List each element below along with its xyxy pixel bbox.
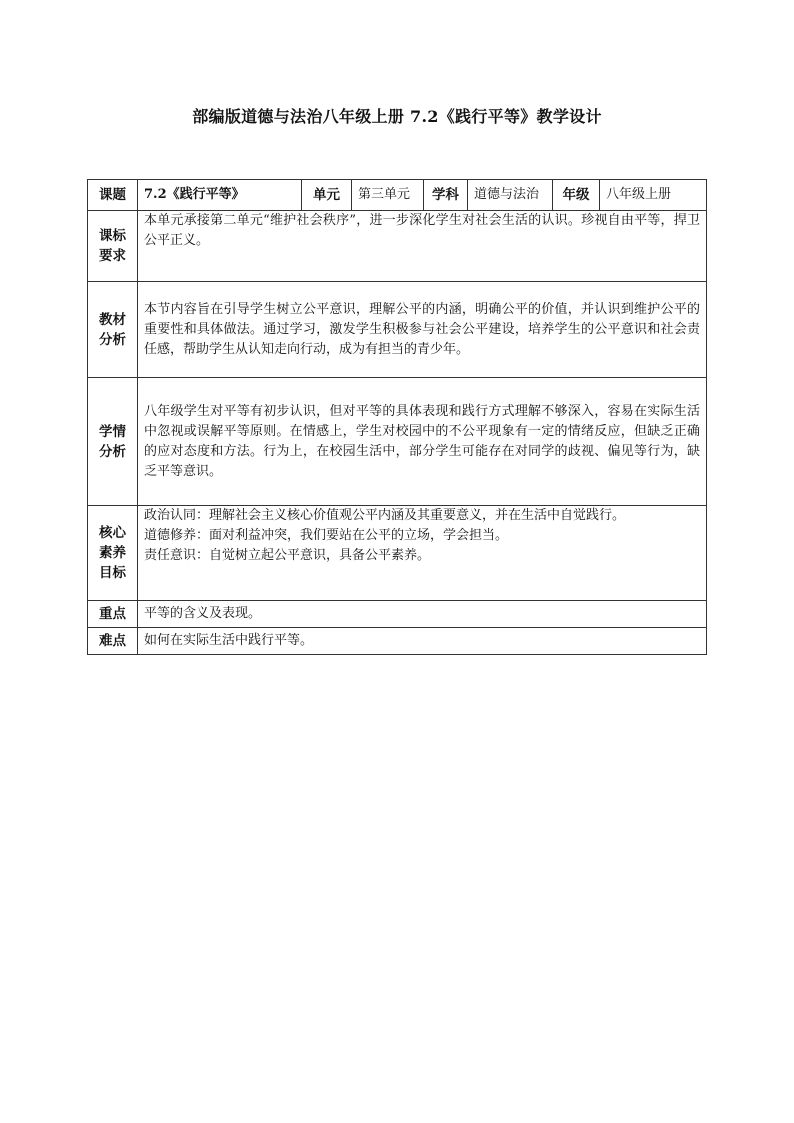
material-label-line: 教材 — [99, 311, 126, 328]
material-text: 本节内容旨在引导学生树立公平意识，理解公平的内涵，明确公平的价值，并认识到维护公平的重要性和具体做法。通过学习，激发学生积极参与社会公平建设，培养学生的公平意识和社会责任感，帮助学生从认知走向行动，成为有担当的青少年。 — [138, 282, 707, 378]
students-row — [88, 378, 707, 506]
subject-label: 学科 — [424, 180, 468, 211]
students-label-line: 学情 — [99, 423, 126, 440]
grade-label: 年级 — [553, 180, 600, 211]
literacy-label-line: 核心 — [99, 525, 126, 541]
topic-label: 课题 — [88, 180, 138, 211]
header-row — [88, 180, 707, 211]
unit-value: 第三单元 — [352, 180, 424, 211]
lesson-plan-table — [87, 179, 707, 655]
key-point-text: 平等的含义及表现。 — [138, 601, 707, 628]
material-row — [88, 282, 707, 378]
grade-value: 八年级上册 — [600, 180, 707, 211]
topic-value: 7.2《践行平等》 — [138, 180, 302, 211]
curriculum-row — [88, 211, 707, 282]
literacy-goal-political: 政治认同：理解社会主义核心价值观公平内涵及其重要意义，并在生活中自觉践行。 — [144, 508, 626, 523]
literacy-label-line: 目标 — [99, 565, 126, 581]
difficulty-text: 如何在实际生活中践行平等。 — [138, 628, 707, 655]
key-point-label: 重点 — [88, 601, 138, 628]
literacy-goal-responsibility: 责任意识：自觉树立起公平意识，具备公平素养。 — [144, 548, 431, 563]
students-text: 八年级学生对平等有初步认识，但对平等的具体表现和践行方式理解不够深入，容易在实际生活中忽视或误解平等原则。在情感上，学生对校园中的不公平现象有一定的情绪反应，但缺乏正确的应对态度和方法。行为上，在校园生活中，部分学生可能存在对同学的歧视、偏见等行为，缺乏平等意识。 — [138, 378, 707, 506]
students-label-line: 分析 — [99, 443, 126, 460]
unit-label: 单元 — [302, 180, 352, 211]
curriculum-text: 本单元承接第二单元“维护社会秩序”，进一步深化学生对社会生活的认识。珍视自由平等，捍卫公平正义。 — [138, 211, 707, 282]
literacy-text — [138, 506, 707, 601]
curriculum-label-line: 课标 — [99, 228, 126, 244]
material-label — [88, 282, 138, 378]
literacy-label-line: 素养 — [99, 545, 126, 561]
subject-value: 道德与法治 — [468, 180, 553, 211]
literacy-row — [88, 506, 707, 601]
curriculum-label — [88, 211, 138, 282]
document-title: 部编版道德与法治八年级上册 7.2《践行平等》教学设计 — [192, 107, 602, 126]
difficulty-row — [88, 628, 707, 655]
students-label — [88, 378, 138, 506]
material-label-line: 分析 — [99, 331, 126, 348]
key-point-row — [88, 601, 707, 628]
literacy-label — [88, 506, 138, 601]
curriculum-label-line: 要求 — [99, 248, 126, 264]
literacy-goal-moral: 道德修养：面对利益冲突，我们要站在公平的立场，学会担当。 — [144, 528, 509, 543]
difficulty-label: 难点 — [88, 628, 138, 655]
